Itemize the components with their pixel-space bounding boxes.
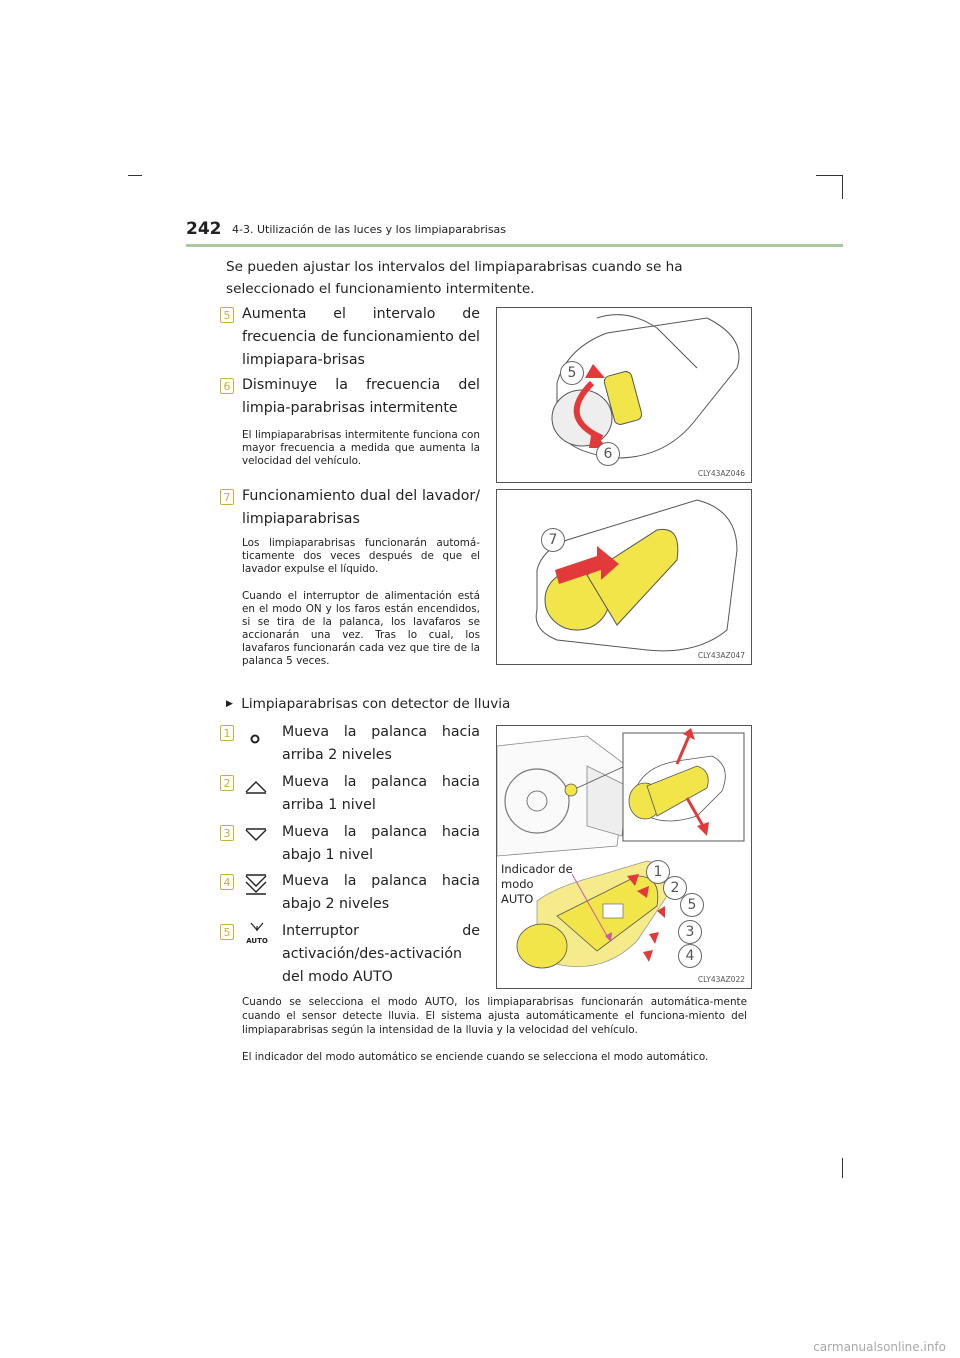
- callout-number: 3: [678, 920, 702, 944]
- crop-mark: [128, 175, 142, 176]
- wiper-auto-icon: [242, 918, 272, 944]
- item-number-badge: 5: [220, 307, 234, 323]
- auto-icon-label: AUTO: [246, 937, 268, 945]
- dashboard-illustration: [497, 726, 751, 988]
- crop-mark: [816, 175, 842, 176]
- item-number-badge: 4: [220, 874, 234, 890]
- item-text: Aumenta el intervalo de frecuencia de funcionamiento del limpiapara-brisas: [242, 306, 480, 368]
- callout-number: 5: [560, 361, 584, 385]
- item-number-badge: 5: [220, 924, 234, 940]
- wiper-ring-icon: [248, 732, 262, 746]
- item-text: Interruptor de activación/des-activación del modo AUTO: [282, 923, 480, 985]
- item-number-badge: 3: [220, 825, 234, 841]
- crop-mark: [842, 1158, 843, 1178]
- wiper-down-icon: [244, 827, 268, 843]
- item-number-badge: 2: [220, 775, 234, 791]
- item-text: Funcionamiento dual del lavador/ limpiaparabrisas: [242, 488, 480, 527]
- item-text: Mueva la palanca hacia arriba 1 nivel: [282, 774, 480, 813]
- callout-number: 2: [663, 876, 687, 900]
- auto-indicator-label-line: modo: [501, 877, 534, 891]
- header-rule: [186, 244, 843, 247]
- item-number-badge: 7: [220, 489, 234, 505]
- item-number-badge: 6: [220, 378, 234, 394]
- callout-number: 5: [680, 893, 704, 917]
- item-note: El limpiaparabrisas intermitente funciona con mayor frecuencia a medida que aumenta la velocidad del vehículo.: [242, 429, 480, 467]
- watermark: carmanualsonline.info: [813, 1340, 946, 1354]
- footer-note: El indicador del modo automático se enciende cuando se selecciona el modo automático.: [242, 1051, 709, 1063]
- wiper-auto-glyph: [249, 921, 265, 933]
- subsection-bullet: [226, 696, 510, 712]
- callout-number: 7: [541, 528, 565, 552]
- item-text: Mueva la palanca hacia arriba 2 niveles: [282, 724, 480, 763]
- figure-wiper-interval: [496, 307, 752, 483]
- figure-code: CLY43AZ022: [697, 975, 745, 984]
- item-number-badge: 1: [220, 725, 234, 741]
- footer-note: Cuando se selecciona el modo AUTO, los limpiaparabrisas funcionarán automática-mente cuando el sensor detecte lluvia. El sistema ajusta automáticamente el funciona-miento del limpiaparabrisas según la intensidad de la lluvia y la velocidad del vehículo.: [242, 996, 747, 1036]
- item-text: Disminuye la frecuencia del limpia-parabrisas intermitente: [242, 377, 480, 416]
- auto-indicator-label-line: AUTO: [501, 892, 534, 906]
- crop-mark: [842, 175, 843, 199]
- figure-code: CLY43AZ047: [697, 651, 745, 660]
- lever-illustration: [497, 308, 751, 482]
- item-text: Mueva la palanca hacia abajo 1 nivel: [282, 824, 480, 863]
- lever-pull-illustration: [497, 490, 751, 664]
- item-note: Los limpiaparabrisas funcionarán automá-ticamente dos veces después de que el lavador expulse el líquido.: [242, 537, 480, 575]
- intro-paragraph: Se pueden ajustar los intervalos del limpiaparabrisas cuando se ha seleccionado el funcionamiento intermitente.: [226, 259, 683, 297]
- wiper-up-icon: [244, 779, 268, 795]
- callout-number: 4: [678, 944, 702, 968]
- triangle-bullet-icon: ▶: [226, 699, 233, 709]
- figure-washer-pull: [496, 489, 752, 665]
- callout-number: 1: [646, 860, 670, 884]
- section-title: 4-3. Utilización de las luces y los limpiaparabrisas: [232, 223, 507, 236]
- wiper-down-double-icon: [244, 873, 268, 897]
- item-text: Mueva la palanca hacia abajo 2 niveles: [282, 873, 480, 912]
- figure-rain-sensor: [496, 725, 752, 989]
- item-note: Cuando el interruptor de alimentación está en el modo ON y los faros están encendidos, si se tira de la palanca, los lavafaros se accionarán una vez. Tras lo cual, los lavafaros funcionarán cada vez que tire de la palanca 5 veces.: [242, 590, 480, 667]
- page-number: 242: [186, 219, 222, 239]
- auto-indicator-label-line: Indicador de: [501, 862, 573, 876]
- auto-indicator-label: [501, 862, 573, 907]
- figure-code: CLY43AZ046: [697, 469, 745, 478]
- subsection-title: Limpiaparabrisas con detector de lluvia: [241, 696, 511, 712]
- callout-number: 6: [596, 442, 620, 466]
